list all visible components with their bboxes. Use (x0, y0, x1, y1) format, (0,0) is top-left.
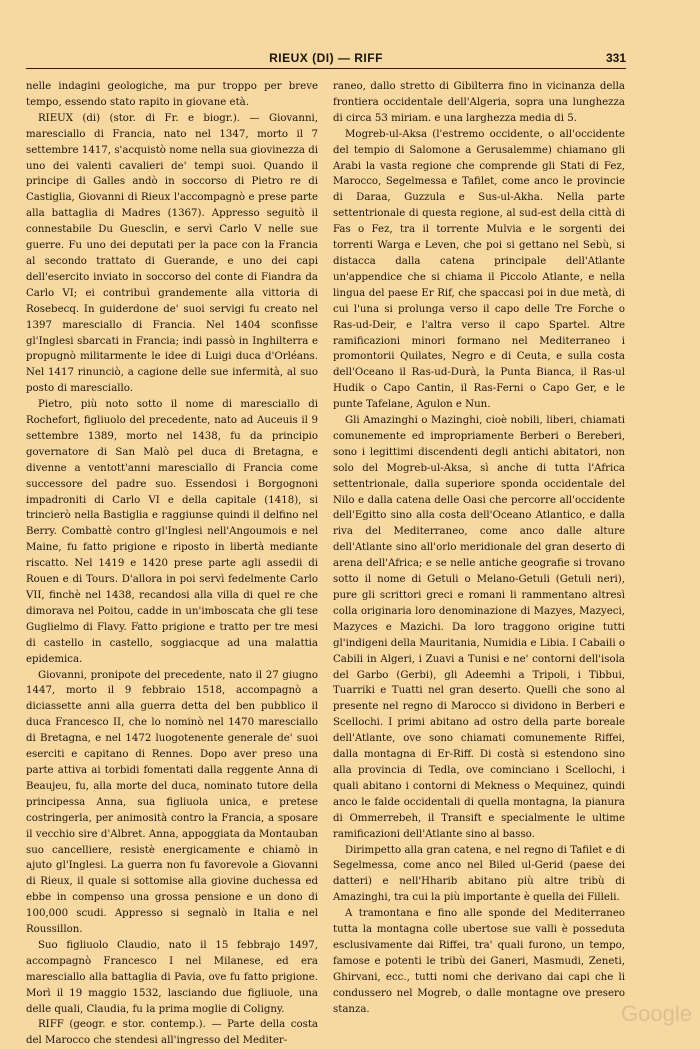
paragraph: raneo, dallo stretto di Gibilterra fino in vicinanza della frontiera occidentale dell'Algeria, sopra una lunghezza di circa 53 miriam. e una larghezza media di 5. (333, 81, 625, 124)
running-title: RIEUX (DI) — RIFF (269, 51, 383, 65)
entry-riff: RIFF (geogr. e stor. contemp.). — Parte della costa del Marocco che stendesi all'ingresso del Mediter- (26, 1019, 318, 1047)
paragraph: nelle indagini geologiche, ma pur troppo per breve tempo, essendo stato rapito in giovane età. (26, 81, 318, 108)
page-number: 331 (605, 51, 626, 65)
paragraph-mogreb: Mogreb-ul-Aksa (l'estremo occidente, o all'occidente del tempio di Salomone a Gerusalemme) chiamano gli Arabi la vasta regione che comprende gli Stati di Fez, Marocco, Segelmessa e Tafilet, come anco le provincie di Daraa, Guzzula e Sus-ul-Akha. Nella parte settentrionale di questa regione, al sud-est della città di Fas o Fez, tra il torrente Mulvia e le sorgenti dei torrenti Warga e Leven, che poi si gettano nel Sebù, si distacca dalla catena principale dell'Atlante un'appendice che si chiama il Piccolo Atlante, e nella lingua del paese Er Rif, che spaccasi poi in due metà, di cui l'una si prolunga verso il capo delle Tre Forche o Ras-ud-Deir, e l'altra verso il capo Spartel. Altre ramificazioni minori formano nel Mediterraneo i promontorii Quilates, Negro e di Ceuta, e sulla costa dell'Oceano il Ras-ud-Durà, la Punta Bianca, il Ras-ul Hudik o Capo Cantin, il Ras-Ferni o Capo Ger, e le punte Tafelane, Agulon e Nun. (333, 128, 625, 411)
paragraph-tramontana: A tramontana e fino alle sponde del Mediterraneo tutta la montagna colle ubertose sue valli è posseduta esclusivamente dai Riffei, tra' quali furono, un tempo, famose e potenti le tribù dei Ganeri, Masmudi, Zeneti, Ghirvani, ecc., tutti nomi che derivano dai capi che li condussero nel Mogreb, o dalle montagne ove presero stanza. (333, 908, 625, 1015)
entry-claudio: Suo figliuolo Claudio, nato il 15 febbrajo 1497, accompagnò Francesco I nel Milanese, ed era maresciallo alla battaglia di Pavia, ove fu fatto prigione. Morì il 19 maggio 1532, lasciando due figliuole, una delle quali, Claudia, fu la prima moglie di Coligny. (26, 939, 318, 1015)
watermark-logo: Google (621, 1001, 692, 1026)
paragraph-amazinghi: Gli Amazinghi o Mazinghi, cioè nobili, liberi, chiamati comunemente ed impropriamente Berberi o Bereberi, sono i legittimi discendenti degli antichi abitatori, non solo del Mogreb-ul-Aksa, sì anche di tutta l'Africa settentrionale, dalla superiore sponda occidentale del Nilo e dalla catena delle Oasi che percorre all'occidente dell'Egitto sino alla costa dell'Oceano Atlantico, e dalla riva del Mediterraneo, come anco dalle alture dell'Atlante sino all'orlo meridionale del gran deserto di arena dell'Africa; e se nelle antiche geografie si trovano sotto il nome di Getuli o Melano-Getuli (Getuli neri), pure gli scrittori greci e romani li rammentano altresì colla originaria loro denominazione di Mazyes, Mazyeci, Mazyces e Mazichi. Da loro traggono origine tutti gl'indigeni della Mauritania, Numidia e Libia. I Cabaili o Cabili in Algeri, i Zuavi a Tunisi e ne' contorni dell'isola del Garbo (Gerbi), gli Adeemhi a Tripoli, i Tibbui, Tuarriki e Tuatti nel gran deserto. Quelli che sono al presente nel regno di Marocco si dividono in Berberi e Scellochi. I primi abitano ad ostro della parte boreale dell'Atlante, ove sono chiamati comunemente Riffei, dalla montagna di Er-Riff. Di costà si estendono sino alla provincia di Tedla, ove cominciano i Scellochi, i quali abitano i contorni di Mekness o Mequinez, quindi anco le falde occidentali di quella montagna, la pianura di Ommerrebeh, il Transift e specialmente le ultime ramificazioni dell'Atlante sino al basso. (333, 415, 625, 840)
right-column (333, 79, 625, 1017)
paragraph-dirimpetto: Dirimpetto alla gran catena, e nel regno di Tafilet e di Segelmessa, come anco nel Biled ul-Gerid (paese dei datteri) e nell'Hharib abitano più altre tribù di Amazinghi, tra cui la più importante è quella dei Filleli. (333, 844, 625, 904)
entry-pietro: Pietro, più noto sotto il nome di maresciallo di Rochefort, figliuolo del precedente, nato ad Auceuis il 9 settembre 1389, morto nel 1438, fu da principio governatore di San Malò pel duca di Bretagna, e divenne a ventott'anni maresciallo di Francia come successore del padre suo. Essendosi i Borgognoni impadroniti di Carlo VI e della capitale (1418), si trincierò nella Bastiglia e raggiunse quindi il delfino nel Berry. Combattè contro gl'Inglesi nell'Angoumois e nel Maine, fu fatto prigione e riposto in libertà mediante riscatto. Nel 1419 e 1420 prese parte agli assedii di Rouen e di Tours. D'allora in poi servì fedelmente Carlo VII, finchè nel 1438, recandosi alla villa di quel re che dimorava nel Poitou, cadde in un'imboscata che gli tese Guglielmo di Flavy. Fatto prigione e tratto per tre mesi di castello in castello, soggiacque ad una malattia epidemica. (26, 399, 318, 665)
page-header (26, 46, 626, 69)
left-column (26, 79, 318, 1049)
entry-giovanni: Giovanni, pronipote del precedente, nato il 27 giugno 1447, morto il 9 febbraio 1518, accompagnò a diciassette anni alla guerra detta del ben pubblico il duca Francesco II, che lo nominò nel 1470 maresciallo di Bretagna, e nel 1472 luogotenente generale de' suoi eserciti e capitano di Rennes. Dopo aver preso una parte attiva ai torbidi fomentati dalla reggente Anna di Beaujeu, fu, alla morte del duca, nominato tutore della principessa Anna, sua figliuola unica, e pretese costringerla, per animosità contro la Francia, a sposare il vecchio sire d'Albret. Anna, appoggiata da Montauban suo cancelliere, resistè energicamente e chiamò in ajuto gl'Inglesi. La guerra non fu favorevole a Giovanni di Rieux, il quale si sottomise alla giovine duchessa ed ebbe in compenso una grossa pensione e un dono di 100,000 scudi. Appresso si segnalò in Italia e nel Roussillon. (26, 669, 318, 936)
entry-rieux: RIEUX (di) (stor. di Fr. e biogr.). — Giovanni, maresciallo di Francia, nato nel 1347, morto il 7 settembre 1417, s'acquistò nome nella sua giovinezza di uno dei valenti cavalieri de' tempi suoi. Quando il principe di Galles andò in soccorso di Pietro re di Castiglia, Giovanni di Rieux l'accompagnò e prese parte alla battaglia di Madres (1367). Appresso seguitò il connestabile Du Guesclin, e servì Carlo V nelle sue guerre. Fu uno dei deputati per la pace con la Francia al secondo trattato di Guerande, e uno dei capi dell'esercito inviato in soccorso del conte di Fiandra da Carlo VI; ei contribuì grandemente alla vittoria di Rosebecq. In guiderdone de' suoi servigi fu creato nel 1397 maresciallo di Francia. Nel 1404 sconfisse gl'Inglesi sbarcati in Francia; indi passò in Inghilterra e propugnò militarmente le idee di Luigi duca d'Orléans. Nel 1417 rinunciò, a cagione delle sue infermità, al suo posto di maresciallo. (26, 112, 318, 395)
